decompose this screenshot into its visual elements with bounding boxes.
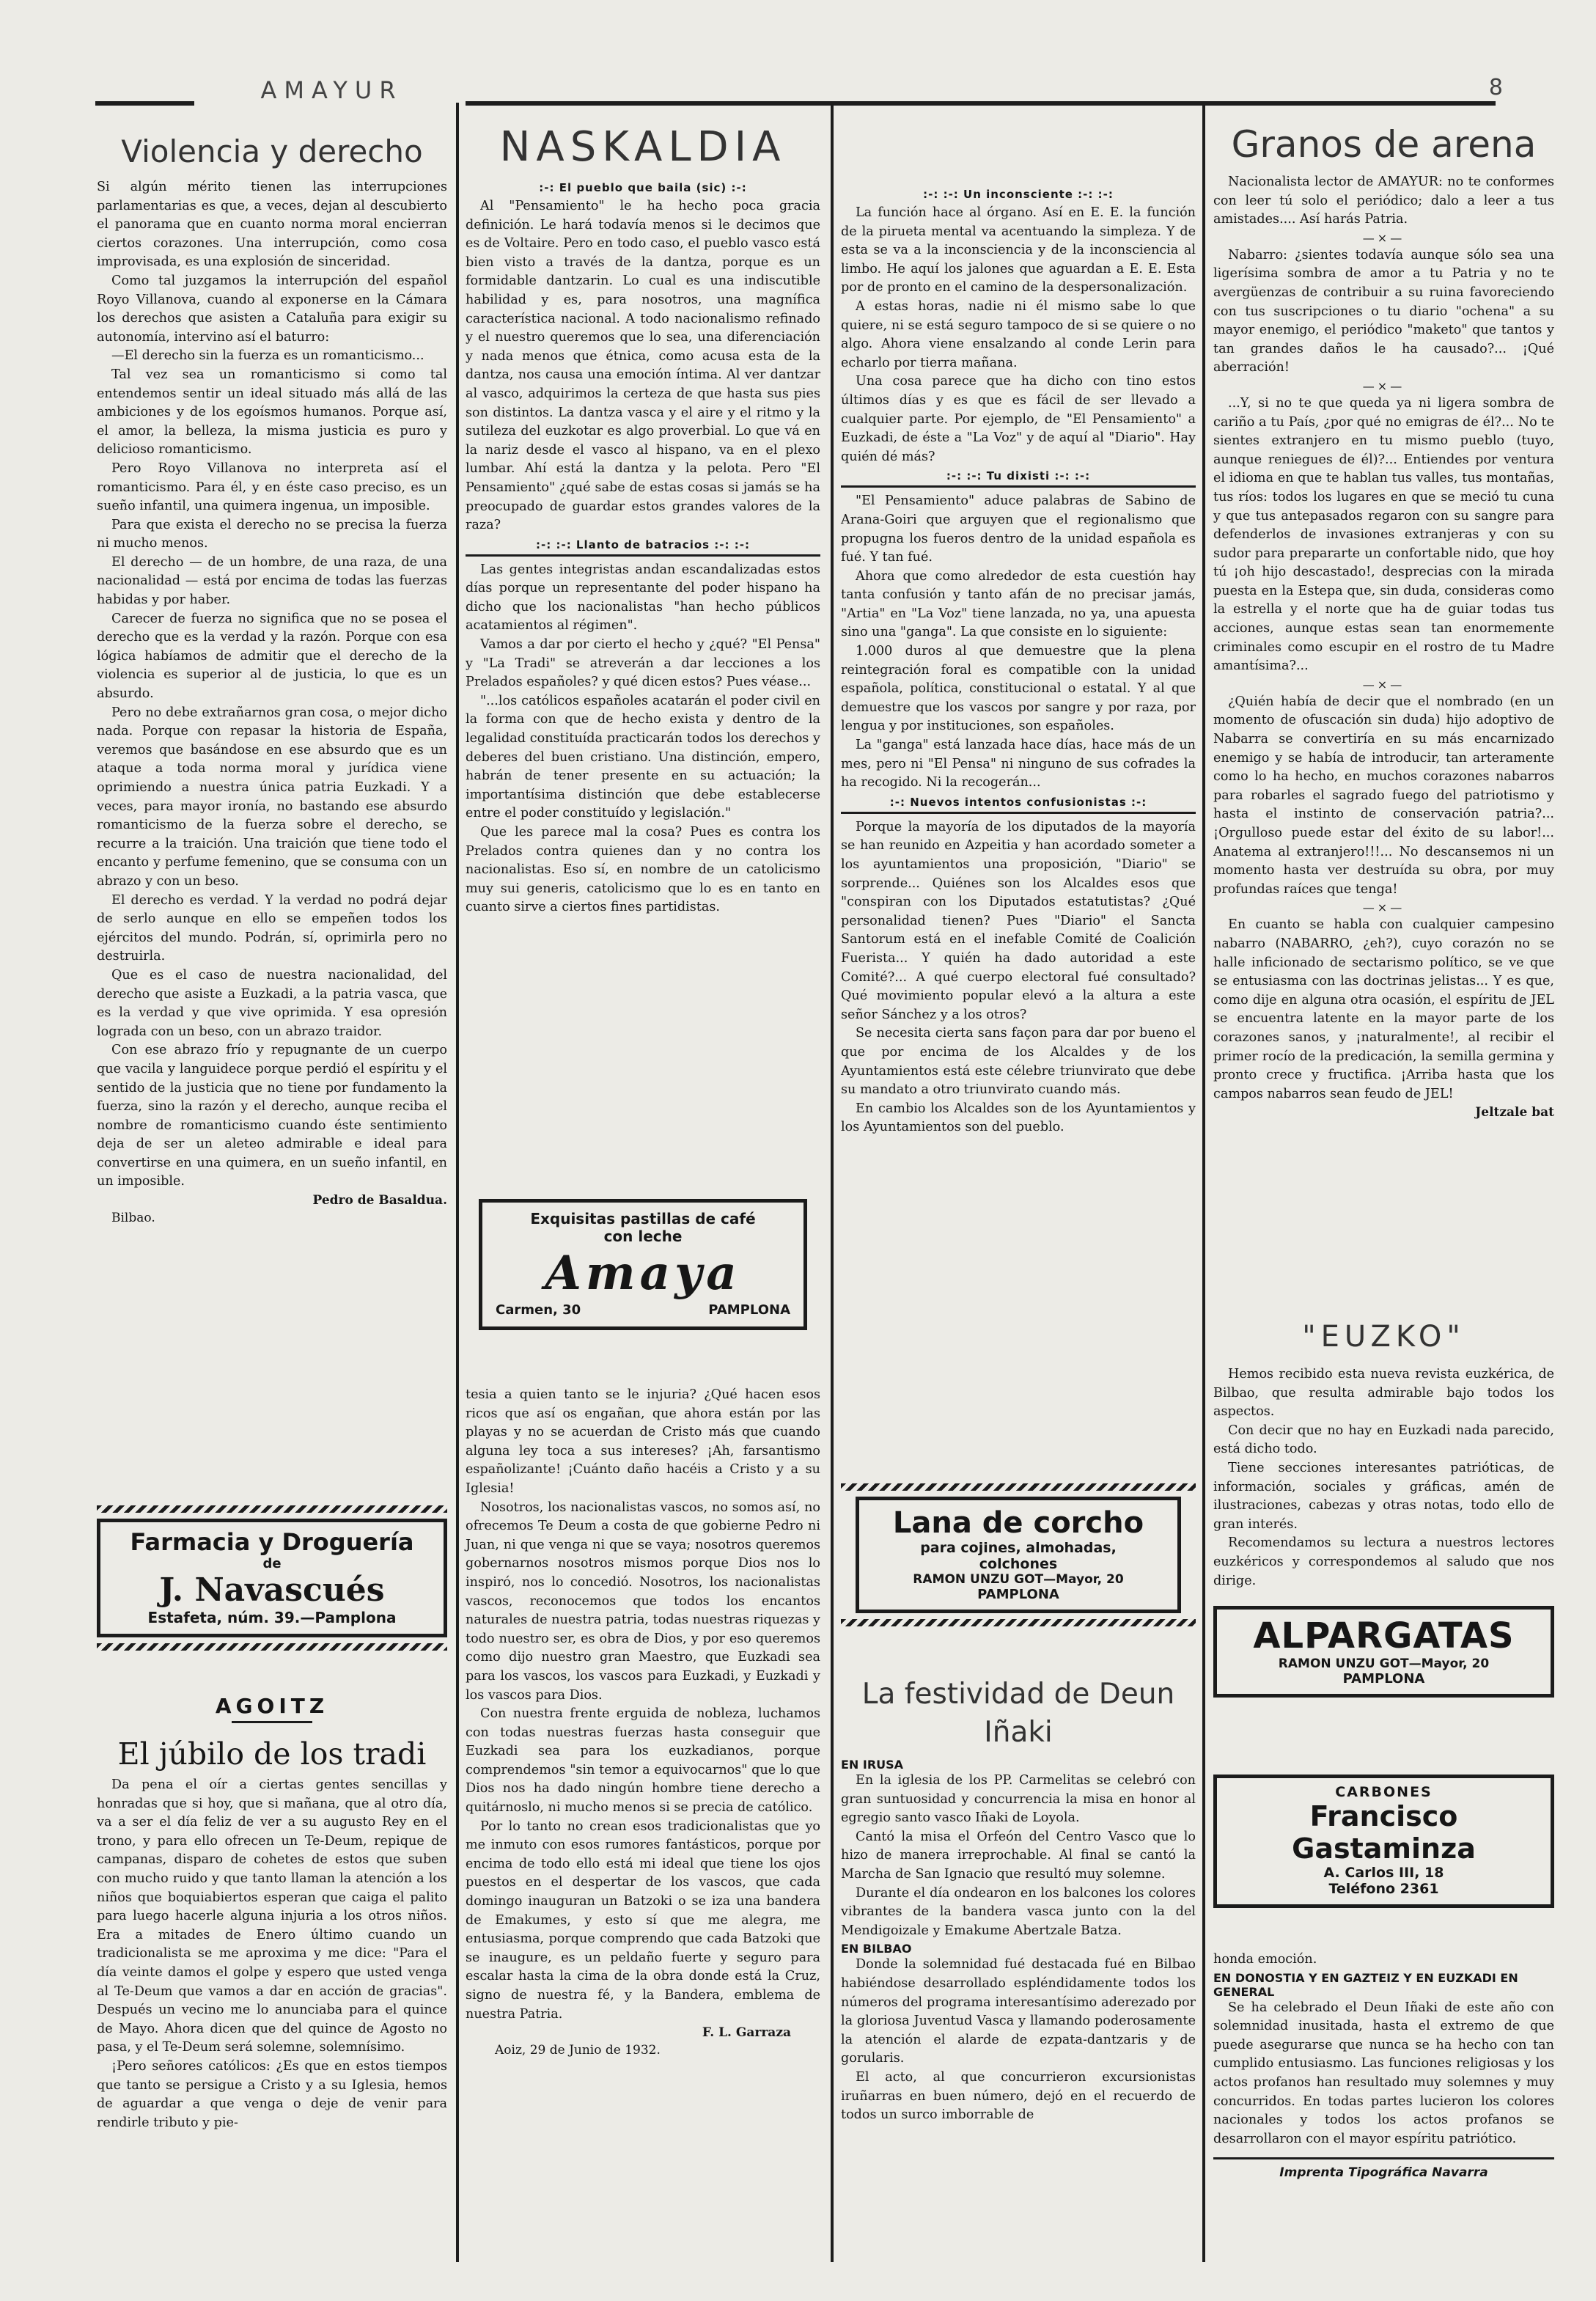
paragraph: El acto, al que concurrieron excursionistas iruñarras en buen número, dejó en el recuerdo de todos un surco imborrable de	[841, 2069, 1196, 2123]
paragraph: "El Pensamiento" aduce palabras de Sabino de Arana-Goiri que arguyen que el regionalismo que propugna los fueros dentro de la unidad española es fué. Y tan fué.	[841, 493, 1196, 565]
divider	[466, 554, 820, 557]
subheading: :-: :-: Tu dixisti :-: :-:	[946, 469, 1091, 483]
ad-address: Estafeta, núm. 39.—Pamplona	[147, 1609, 397, 1626]
article-title: El júbilo de los tradi	[117, 1736, 427, 1772]
paragraph: honda emoción.	[1213, 1952, 1317, 1967]
separator: —×—	[1362, 677, 1405, 691]
ad-cork	[856, 1497, 1181, 1613]
paragraph: Carecer de fuerza no significa que no se posea el derecho que es la verdad y la razón. Porque con esa lógica habíamos de admitir que el derecho de la violencia es superior al de justicia, lo que es un absurdo.	[97, 611, 447, 702]
section-label: EN DONOSTIA Y EN GAZTEIZ Y EN EUZKADI EN GENERAL	[1213, 1970, 1518, 1999]
paragraph: En la iglesia de los PP. Carmelitas se celebró con gran suntuosidad y concurrencia la misa en honor al egregio santo vasco Iñaki de Loyola.	[841, 1773, 1196, 1826]
paragraph: Nacionalista lector de AMAYUR: no te conformes con leer tú solo el periódico; dalo a leer a tus amistades.... Así harás Patria.	[1213, 175, 1554, 227]
column-naskaldia-cont	[841, 185, 1196, 1137]
ornamental-border	[97, 1643, 447, 1651]
paragraph: Nosotros, los nacionalistas vascos, no somos así, no ofrecemos Te Deum a costa de que gobierne Pedro ni Juan, ni que venga ni que se vaya; nosotros queremos gobernarnos nosotros mismos porque Dios nos lo inspiró, nos lo concedió. Nosotros, los nacionalistas vascos, reconocemos que todos los encantos naturales de nuestra patria, todas nuestras riquezas y todo nuestro ser, es obra de Dios, y por eso queremos como dijo nuestro gran Maestro, que Euzkadi sea para los vascos, los vascos para Euzkadi, y Euzkadi y los vascos para Dios.	[466, 1500, 820, 1703]
paragraph: El derecho es verdad. Y la verdad no podrá dejar de serlo aunque en ello se empeñen todos los ejércitos del mundo. Podrán, sí, oprimirla pero no destruirla.	[97, 892, 447, 964]
article-violencia	[97, 133, 447, 1225]
article-dateline: Aoiz, 29 de Junio de 1932.	[495, 2043, 661, 2058]
separator: —×—	[1362, 378, 1405, 393]
divider	[1213, 2157, 1554, 2159]
paragraph: Pero Royo Villanova no interpreta así el romanticismo. Para él, y en éste caso preciso, es un sueño infantil, una quimera ingenua, un imposible.	[97, 460, 447, 514]
ad-city: PAMPLONA	[708, 1302, 790, 1318]
paragraph: Donde la solemnidad fué destacada fué en Bilbao habiéndose desarrollado espléndidamente todos los números del programa interesantísimo aderezado por la gloriosa Juventud Vasca y llamando poderosamente la atención el alarde de ezpata-dantzaris y de gorularis.	[841, 1957, 1196, 2066]
ad-brand: Amaya	[545, 1246, 741, 1301]
paragraph: Al "Pensamiento" le ha hecho poca gracia definición. Le hará todavía menos si le decimos que es de Voltaire. Pero en todo caso, el pueblo vasco está bien visto a través de la dantza, porque es un formidable dantzarin. Lo cual es una indiscutible habilidad y es, para nosotros, una magnífica característica nacional. A todo nacionalismo refinado y el nuestro queremos que lo sea, una diferenciación y nada menos que étnica, como acusa esta de la dantza, nos causa una emoción íntima. Al ver dantzar al vasco, adquirimos la certeza de que hasta sus pies son distintos. La dantza vasca y el aire y el ritmo y la sutileza del euzkotar es algo proverbial. Lo que vá en la nariz desde el vasco al hispano, va en el plexo lumbar. Ahí está la dantza y la pelota. Pero "El Pensamiento" ¿qué sabe de estas cosas si jamás se ha preocupado de guardar estos grandes valores de la raza?	[466, 199, 820, 533]
ad-address: Carmen, 30	[496, 1302, 581, 1318]
paragraph: Por lo tanto no crean esos tradicionalistas que yo me inmuto con esos rumores fantásticos, porque por encima de todo ello está mi ideal que tiene los ojos puestos en el despertar de los vascos, que cada domingo inauguran un Batzoki o se iza una bandera de Emakumes, y esto sí que me alegra, me entusiasma, porque comprendo que cada Batzoki que se inaugure, es un peldaño fuerte y seguro para escalar hasta la cima de la obra donde está la Cruz, signo de nuestra fé, y la Bandera, emblema de nuestra Patria.	[466, 1819, 820, 2022]
article-deun-inaki-cont	[1213, 1950, 1554, 2180]
section-header: AGOITZ	[215, 1694, 329, 1718]
ad-carbones-block	[1213, 1775, 1554, 1908]
article-euzko	[1213, 1320, 1554, 1590]
paragraph: Tal vez sea un romanticismo si como tal entendemos sentir un ideal situado más allá de las ambiciones y de los egoísmos humanos. Porque así, el amor, la belleza, la misma justicia es puro y delicioso romanticismo.	[97, 367, 447, 458]
ad-city: PAMPLONA	[977, 1587, 1059, 1602]
paragraph: Da pena el oír a ciertas gentes sencillas y honradas que si hoy, que si mañana, que al otro día, va a ser el día feliz de ver a su augusto Rey en el trono, y para ello ofrecen un Te-Deum, repique de campanas, disparo de cohetes de estos que suben con mucho ruido y que tanto llaman la atención a los niños que boquiabiertos esperan que caiga el palito para luego hacerle alguna injuria a los otros niños. Era a mitades de Enero último cuando un tradicionalista se me aproxima y me dice: "Para el día veinte damos el golpe y espero que usted venga al Te-Deum que vamos a dar en acción de gracias". Después un vecino me lo anunciaba para el quince de Mayo. Ahora dicen que del quince de Agosto no pasa, y el Te-Deum será solemne, solemnísimo.	[97, 1777, 447, 2055]
column-granos	[1213, 123, 1554, 1120]
paragraph: Tiene secciones interesantes patrióticas, de información, sociales y gráficas, amén de ilustraciones, cabezas y otras notas, todo ello de gran interés.	[1213, 1460, 1554, 1532]
paragraph: Con nuestra frente erguida de nobleza, luchamos con todas nuestras fuerzas hasta conseguir que Euzkadi sea para los euzkadianos, porque comprendemos "sin temor a equivocarnos" que lo que Dios nos ha dado ningún hombre tiene derecho a quitárnoslo, ni mucho menos si se precia de católico.	[466, 1706, 820, 1816]
article-agoitz	[97, 1694, 447, 2132]
paragraph: Las gentes integristas andan escandalizadas estos días porque un representante del poder hispano ha dicho que los nacionalistas "han hecho públicos acatamientos al régimen".	[466, 562, 820, 634]
paragraph: ¿Quién había de decir que el nombrado (en un momento de ofuscación sin duda) hijo adoptivo de Nabarra se convertiría en su más encarnizado enemigo y se había de introducir, tan arteramente como lo ha hecho, en muchos corazones nabarros para robarles el sagrado fuego del patriotismo y hasta el instinto de conservación patria?... ¡Orgulloso puede estar del éxito de su labor!... Anatema al extranjero!!!... No descansemos ni un momento hasta ver destruída su obra, por muy profundas raíces que tenga!	[1213, 694, 1554, 897]
column-divider	[456, 103, 459, 2262]
printer-credit: Imprenta Tipográfica Navarra	[1279, 2165, 1488, 2181]
ad-headline: ALPARGATAS	[1253, 1615, 1515, 1656]
ad-connector: de	[262, 1556, 282, 1571]
ad-headline: Farmacia y Droguería	[130, 1528, 414, 1556]
section-label: EN BILBAO	[841, 1942, 912, 1956]
paragraph: Se ha celebrado el Deun Iñaki de este año con solemnidad inusitada, hasta el extremo de que puede asegurarse que nunca se ha hecho con tan cumplido entusiasmo. Las funciones religiosas y los actos profanos han resultado muy solemnes y muy concurridos. En todas partes lucieron los colores nacionales y todos los actos profanos se desarrollaron con el mayor espíritu patriótico.	[1213, 2000, 1554, 2146]
column-naskaldia	[466, 123, 820, 917]
paragraph: Hemos recibido esta nueva revista euzkérica, de Bilbao, que resulta admirable bajo todos los aspectos.	[1213, 1367, 1554, 1420]
subheading: :-: El pueblo que baila (sic) :-:	[539, 181, 747, 194]
ad-seller: RAMON UNZU GOT—Mayor, 20	[1278, 1656, 1490, 1671]
paragraph: 1.000 duros al que demuestre que la plena reintegración foral es compatible con la unidad española, política, constitucional o estatal. Y al que demuestre que los vascos por sangre y por raza, por lengua y por instituciones, son españoles.	[841, 644, 1196, 734]
article-agoitz-cont	[466, 1386, 820, 2058]
paragraph: Que es el caso de nuestra nacionalidad, del derecho que asiste a Euzkadi, a la patria vasca, que es la verdad y que vive oprimida. Y esa opresión lograda con un beso, con un abrazo traidor.	[97, 967, 447, 1039]
paragraph: Una cosa parece que ha dicho con tino estos últimos días y es que es fácil de ser llevado a cualquier parte. Por ejemplo, de "El Pensamiento" a Euzkadi, de éste a "La Voz" y de aquí al "Diario". Hay quién dé más?	[841, 374, 1196, 464]
ad-alpargatas-block	[1213, 1606, 1554, 1698]
paragraph: Que les parece mal la cosa? Pues es contra los Prelados contra quienes dan y no contra los nacionalistas. Eso sí, en nombre de un catolicismo muy sui generis, catolicismo que lo es en tanto en cuanto sirve a ciertos fines partidistas.	[466, 825, 820, 915]
column-divider	[1202, 103, 1205, 2262]
masthead: AMAYUR	[260, 76, 403, 104]
article-title: "EUZKO"	[1302, 1320, 1466, 1354]
divider	[841, 485, 1196, 488]
subheading: :-: Nuevos intentos confusionistas :-:	[889, 795, 1147, 809]
header-rule-left	[95, 101, 194, 106]
section-title: Granos de arena	[1231, 123, 1537, 166]
paragraph: Como tal juzgamos la interrupción del español Royo Villanova, cuando al exponerse en la Cámara los derechos que asisten a Cataluña para exigir su autonomía, intervino así el baturro:	[97, 273, 447, 345]
ad-carbones	[1213, 1775, 1554, 1908]
ad-address: A. Carlos III, 18	[1323, 1865, 1444, 1881]
paragraph: Porque la mayoría de los diputados de la mayoría se han reunido en Azpeitia y han acordado someter a los ayuntamientos una proposición, "Diario" se sorprende... Quiénes son los Alcaldes esos que "conspiran con los Diputados estatutistas? ¿Qué personalidad tienen? Pues "Diario" el Sancta Santorum está en el inefable Comité de Coalición Fuerista... Y quién ha dado autoridad a este Comité?... A qué cuerpo electoral fué consultado? Qué movimiento popular elevó a la altura a este señor Sánchez y a los otros?	[841, 819, 1196, 1022]
paragraph: tesia a quien tanto se le injuria? ¿Qué hacen esos ricos que así os engañan, que ahora están por las playas y no se acuerdan de Cristo más que cuando alguna ley toca a sus intereses? ¡Ah, farsantismo españolizante! ¡Cuánto daño hacéis a Cristo y a su Iglesia!	[466, 1387, 820, 1496]
separator: —×—	[1362, 230, 1405, 245]
paragraph: Cantó la misa el Orfeón del Centro Vasco que lo hizo de manera irreprochable. Al final se cantó la Marcha de San Ignacio que resultó muy solemne.	[841, 1829, 1196, 1882]
page-number: 8	[1488, 75, 1503, 100]
ad-amaya-block	[466, 1199, 820, 1330]
column-divider	[831, 103, 834, 2262]
paragraph: —El derecho sin la fuerza es un romanticismo...	[111, 348, 424, 364]
article-place: Bilbao.	[111, 1211, 155, 1226]
article-signature: F. L. Garraza	[702, 2025, 791, 2041]
paragraph: Con ese abrazo frío y repugnante de un cuerpo que vacila y languidece porque perdió el espíritu y el sentido de la justicia que no tiene por fundamento la fuerza, sino la razón y el derecho, aunque reciba el nombre de romanticismo cuando éste sentimiento deja de ser un aleteo admirable e ideal para convertirse en una quimera, en un sueño infantil, en un imposible.	[97, 1043, 447, 1189]
ad-headline: con leche	[603, 1227, 683, 1245]
paragraph: Se necesita cierta sans façon para dar por bueno el que por encima de los Alcaldes y de los Ayuntamientos está este célebre triunvirato que debe su mandato a otro triunvirato cuando más.	[841, 1026, 1196, 1098]
section-label: EN IRUSA	[841, 1758, 904, 1772]
paragraph: A estas horas, nadie ni él mismo sabe lo que quiere, ni se está seguro tampoco de si se quiere o no algo. Ahora viene ensalzando al conde Lerin para echarlo por tierra mañana.	[841, 298, 1196, 370]
paragraph: "...los católicos españoles acatarán el poder civil en la forma con que de hecho exista y dentro de la legalidad constituída practicarán todos los derechos y deberes del buen cristiano. Una distinción, empero, habrán de tener presente en su actuación; la importantísima distinción que debe establecerse entre el poder constituído y legislación."	[466, 693, 820, 821]
ad-headline: Exquisitas pastillas de café	[530, 1210, 756, 1227]
ad-pharmacy	[97, 1519, 447, 1637]
paragraph: El derecho — de un hombre, de una raza, de una nacionalidad — está por encima de todas las fuerzas habidas y por haber.	[97, 554, 447, 608]
paragraph: Ahora que como alrededor de esta cuestión hay tanta confusión y tanto afán de no precisar jamás, "Artia" en "La Voz" tiene lanzada, no ya, una apuesta sino una "ganga". La que consiste en lo siguiente:	[841, 568, 1196, 640]
header-rule-right	[466, 101, 1496, 106]
ad-seller: RAMON UNZU GOT—Mayor, 20	[913, 1572, 1124, 1587]
article-deun-inaki	[841, 1676, 1196, 2125]
ad-headline: Lana de corcho	[892, 1506, 1144, 1540]
section-title: NASKALDIA	[499, 123, 787, 171]
subheading: :-: :-: Llanto de batracios :-: :-:	[536, 537, 750, 551]
paragraph: En cuanto se habla con cualquier campesino nabarro (NABARRO, ¿eh?), cuyo corazón no se halle inficionado de sectarismo político, se ve que se entusiasma con las doctrinas jelistas... Y es que, como dije en alguna otra ocasión, el espíritu de JEL se encuentra latente en la mayor parte de los corazones sanos, y ¡naturalmente!, al recibir el primer rocío de la predicación, la semilla germina y pronto crece y fructifica. ¡Arriba hasta que los campos nabarros sean feudo de JEL!	[1213, 917, 1554, 1101]
paragraph: Vamos a dar por cierto el hecho y ¿qué? "El Pensa" y "La Tradi" se atreverán a dar lecciones a los Prelados españoles? y qué dicen estos? Pues véase...	[466, 637, 820, 690]
ad-pharmacy-block	[97, 1500, 447, 1656]
article-title: La festividad de Deun Iñaki	[861, 1678, 1175, 1749]
paragraph: Nabarro: ¿sientes todavía aunque sólo sea una ligerísima sombra de amor a tu Patria y no te avergüenzas de contribuir a su ruina favoreciendo con tus suscripciones o tu diario "ochena" a su mayor enemigo, el periódico "maketo" que tantos y tan grandes daños le ha causado?... ¡Qué aberración!	[1213, 247, 1554, 375]
ad-brand: Francisco Gastaminza	[1292, 1800, 1476, 1865]
paragraph: Pero no debe extrañarnos gran cosa, o mejor dicho nada. Porque con repasar la historia de España, veremos que basándose en ese absurdo que es un ataque a toda norma moral y jurídica viene oprimiendo a nuestra única patria Euzkadi. Y a veces, para mayor ironía, no bastando ese absurdo romanticismo de la fuerza sobre el derecho, se recurre a la traición. Una traición que tiene todo el encanto y perfume femenino, que se consuma con un abrazo y con un beso.	[97, 705, 447, 889]
page-header	[95, 76, 1543, 106]
ad-alpargatas	[1213, 1606, 1554, 1698]
paragraph: Para que exista el derecho no se precisa la fuerza ni mucho menos.	[97, 517, 447, 551]
ornamental-border	[841, 1483, 1196, 1491]
article-signature: Jeltzale bat	[1475, 1105, 1554, 1120]
ad-phone: Teléfono 2361	[1328, 1881, 1439, 1897]
article-title: Violencia y derecho	[121, 133, 423, 169]
ad-city: PAMPLONA	[1342, 1671, 1425, 1687]
ad-line: colchones	[979, 1556, 1058, 1572]
ad-headline: CARBONES	[1335, 1784, 1433, 1800]
paragraph: La función hace al órgano. Así en E. E. la función de la pirueta mental va acentuando la simpleza. Y de esta se va a la inconsciencia y de la inconsciencia al limbo. He aquí los jalones que aguardan a E. E. Esta por de pronto en el camino de la despersonalización.	[841, 205, 1196, 296]
paragraph: Durante el día ondearon en los balcones los colores vibrantes de la bandera vasca junto con la del Mendigoizale y Emakume Abertzale Batza.	[841, 1885, 1196, 1938]
ornamental-border	[97, 1505, 447, 1513]
subheading: :-: :-: Un inconsciente :-: :-:	[923, 188, 1114, 201]
paragraph: ...Y, si no te que queda ya ni ligera sombra de cariño a tu País, ¿por qué no emigras de él?... No te sientes extranjero en tu mismo pueblo (tuyo, aunque reniegues de él)?... Entiendes por ventura el idioma en que te hablan tus valles, tus montañas, tus ríos: todos los lugares en que se meció tu cuna y que tus antepasados regaron con su sangre para defenderlos de invasiones extranjeras y con su sudor para prepararte un confortable nido, que hoy tú ¡oh hijo descastado!, desprecias con la mirada puesta en la Estepa que, sin duda, consideras como la estrella y el norte que ha de guiar todas tus acciones, aunque estas sean tan enormemente criminales como escupir en el rostro de tu Madre amantísima?...	[1213, 395, 1554, 674]
separator: —×—	[1362, 900, 1405, 915]
divider	[232, 1721, 312, 1723]
ad-amaya	[479, 1199, 807, 1330]
paragraph: Recomendamos su lectura a nuestros lectores euzkéricos y correspondemos al saludo que nos dirige.	[1213, 1535, 1554, 1588]
ad-line: para cojines, almohadas,	[920, 1540, 1117, 1556]
paragraph: La "ganga" está lanzada hace días, hace más de un mes, pero ni "El Pensa" ni ninguno de sus cofrades la ha recogido. Ni la recogerán...	[841, 738, 1196, 790]
ad-cork-block	[841, 1478, 1196, 1632]
article-signature: Pedro de Basaldua.	[312, 1193, 447, 1208]
divider	[841, 812, 1196, 814]
paragraph: En cambio los Alcaldes son de los Ayuntamientos y los Ayuntamientos son del pueblo.	[841, 1101, 1196, 1135]
ornamental-border	[841, 1619, 1196, 1626]
ad-brand: J. Navascués	[159, 1571, 385, 1609]
paragraph: Con decir que no hay en Euzkadi nada parecido, está dicho todo.	[1213, 1423, 1554, 1457]
paragraph: Si algún mérito tienen las interrupciones parlamentarias es que, a veces, dejan al descubierto el panorama que en cuanto norma moral encierran ciertos corazones. Una interrupción, como cosa improvisada, es una explosión de sinceridad.	[97, 180, 447, 270]
paragraph: ¡Pero señores católicos: ¿Es que en estos tiempos que tanto se persigue a Cristo y a su Iglesia, hemos de aguardar a que venga o deje de venir para rendirle tributo y pie-	[97, 2058, 447, 2130]
